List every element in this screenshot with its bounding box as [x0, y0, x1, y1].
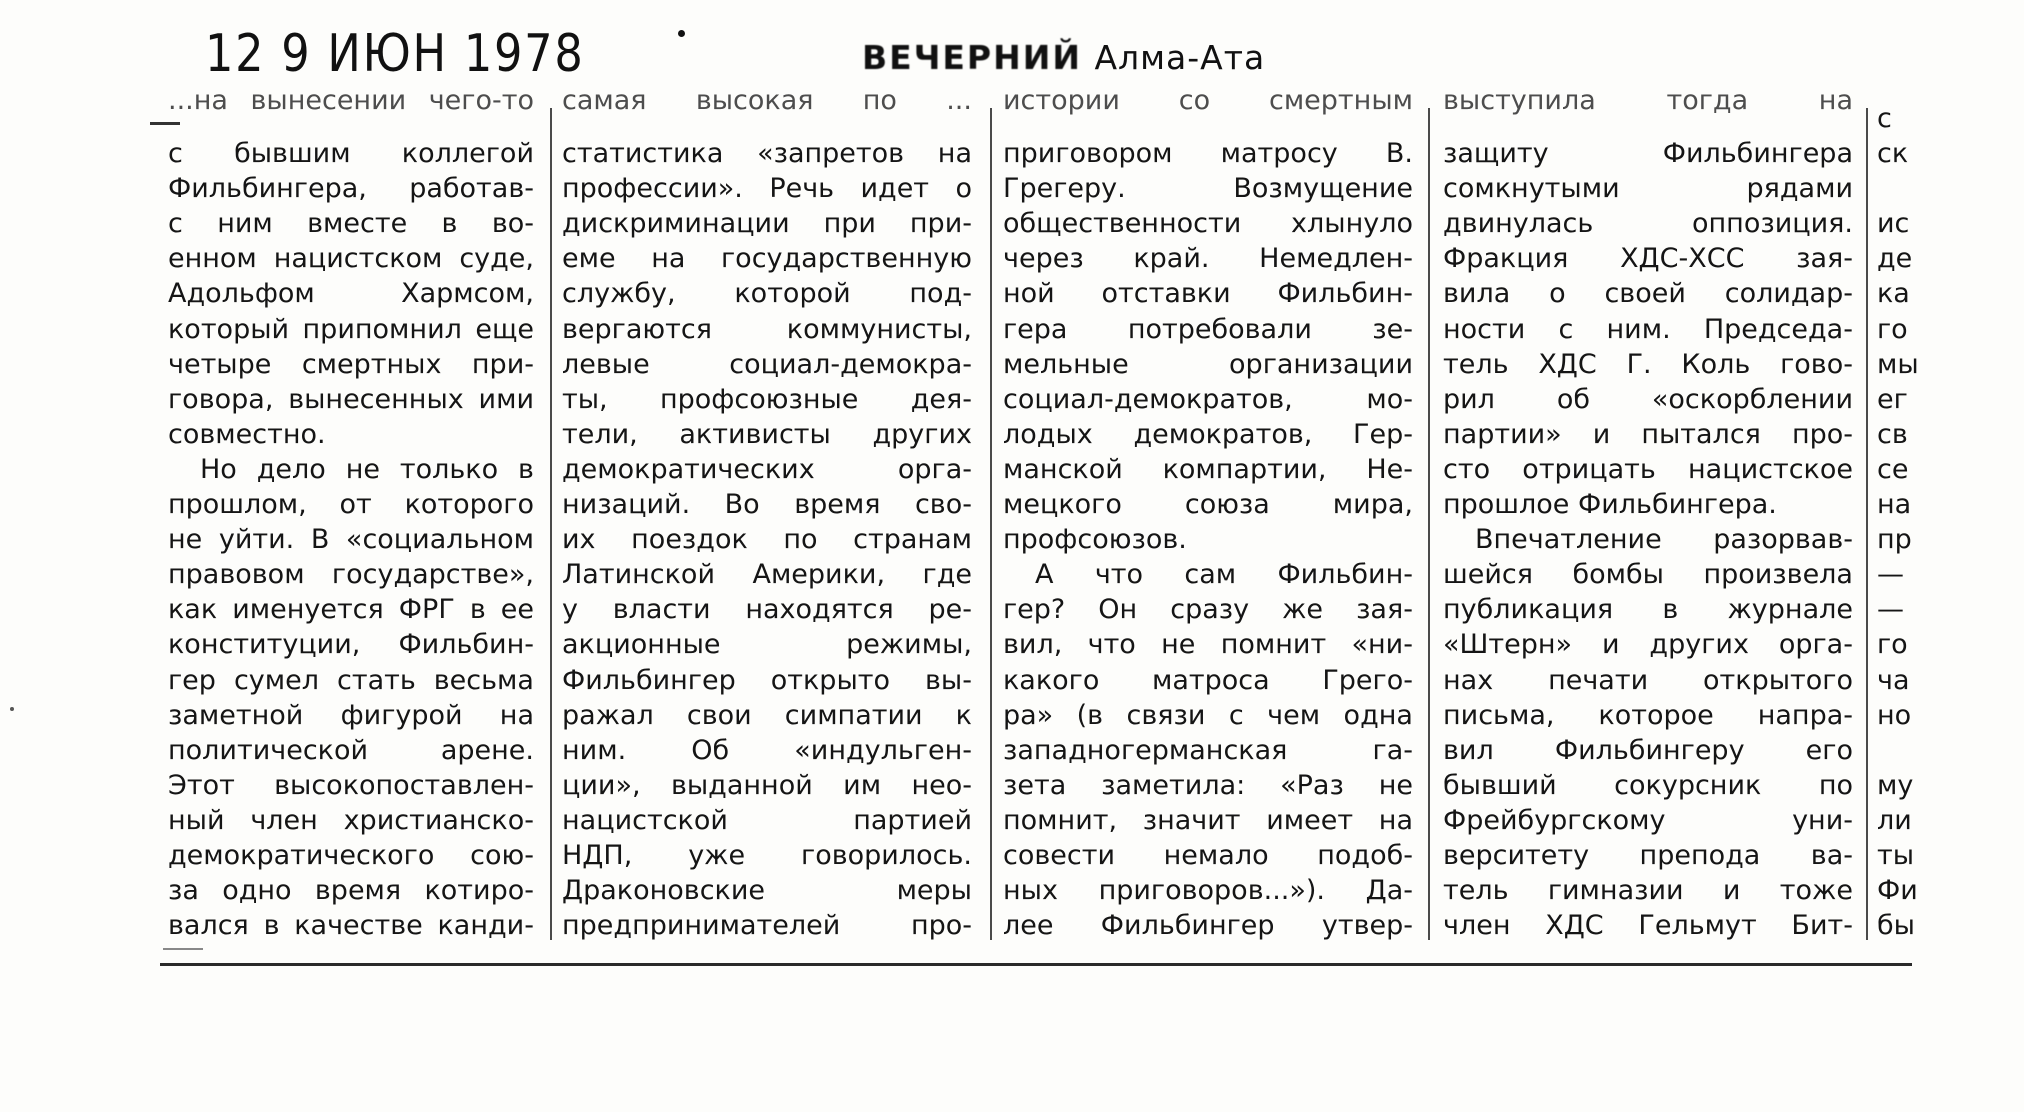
article-line: защиту Фильбингера: [1443, 138, 1853, 170]
article-line: на: [1877, 489, 1912, 521]
article-line: говора, вынесенных ими: [168, 383, 534, 415]
article-line: нацистской партией: [562, 804, 972, 836]
article-line: партии» и пытался про-: [1443, 418, 1853, 450]
article-line: ...на вынесении чего-то: [168, 85, 534, 116]
article-line: го: [1877, 629, 1908, 661]
article-line: член ХДС Гельмут Бит-: [1443, 910, 1853, 942]
article-line: но: [1877, 699, 1912, 731]
article-line: истории со смертным: [1003, 85, 1413, 116]
article-line: с: [1877, 103, 1892, 134]
article-line: гер? Он сразу же зая-: [1003, 594, 1413, 626]
article-line: вался в качестве канди-: [168, 910, 534, 942]
article-line: ты: [1877, 839, 1915, 871]
article-line: рил об «оскорблении: [1443, 383, 1853, 415]
article-line: акционные режимы,: [562, 629, 972, 661]
article-line: лодых демократов, Гер-: [1003, 418, 1413, 450]
article-line: конституции, Фильбин-: [168, 629, 534, 661]
article-line: ег: [1877, 383, 1908, 415]
article-line: ности с ним. Председа-: [1443, 313, 1853, 345]
article-line: Адольфом Хармсом,: [168, 278, 534, 310]
article-line: ты, профсоюзные дея-: [562, 383, 972, 415]
article-line: ча: [1877, 664, 1910, 696]
article-line: ции», выданной им нео-: [562, 769, 972, 801]
article-line: прошлом, от которого: [168, 489, 534, 521]
article-line: лее Фильбингер утвер-: [1003, 910, 1413, 942]
article-line: через край. Немедлен-: [1003, 243, 1413, 275]
article-line: енном нацистском суде,: [168, 243, 534, 275]
article-line: вила о своей солидар-: [1443, 278, 1853, 310]
article-line: «Штерн» и других орга-: [1443, 629, 1853, 661]
article-line: Грегеру. Возмущение: [1003, 173, 1413, 205]
handwritten-date: 12 9 ИЮН 1978: [205, 24, 585, 84]
article-line: Фильбингера, работав-: [168, 173, 534, 205]
article-line: их поездок по странам: [562, 524, 972, 556]
article-line: публикация в журнале: [1443, 594, 1853, 626]
article-line: выступила тогда на: [1443, 85, 1853, 116]
masthead-city: Алма-Ата: [1094, 38, 1266, 77]
article-line: совести немало подоб-: [1003, 839, 1413, 871]
article-line: ск: [1877, 138, 1909, 170]
article-line: бы: [1877, 910, 1915, 942]
article-line: нах печати открытого: [1443, 664, 1853, 696]
ink-speck: [10, 707, 14, 711]
article-column-3: [1003, 85, 1413, 953]
article-line: какого матроса Грего-: [1003, 664, 1413, 696]
article-line: Впечатление разорвав-: [1475, 524, 1853, 556]
article-line: гер сумел стать весьма: [168, 664, 534, 696]
bottom-rule: [160, 963, 1912, 966]
article-line: с бывшим коллегой: [168, 138, 534, 170]
article-line: вил Фильбингеру его: [1443, 734, 1853, 766]
article-line: дискриминации при при-: [562, 208, 972, 240]
article-line: ис: [1877, 208, 1910, 240]
article-line: А что сам Фильбин-: [1035, 559, 1413, 591]
article-line: [1877, 171, 1911, 206]
article-line: де: [1877, 243, 1913, 275]
article-line: се: [1877, 453, 1909, 485]
article-line: вил, что не помнит «ни-: [1003, 629, 1413, 661]
article-line: [1877, 733, 1911, 768]
article-line: с ним вместе в во-: [168, 208, 534, 240]
article-line: мецкого союза мира,: [1003, 489, 1413, 521]
article-line: у власти находятся ре-: [562, 594, 972, 626]
article-line: ли: [1877, 804, 1912, 836]
article-line: ный член христианско-: [168, 804, 534, 836]
article-line: ражал свои симпатии к: [562, 699, 972, 731]
article-line: заметной фигурой на: [168, 699, 534, 731]
article-line: не уйти. В «социальном: [168, 524, 534, 556]
article-line: Фи: [1877, 875, 1918, 907]
article-line: самая высокая по ...: [562, 85, 972, 116]
article-line: социал-демократов, мо-: [1003, 383, 1413, 415]
article-line: Драконовские меры: [562, 875, 972, 907]
article-line: го: [1877, 313, 1908, 345]
article-line: левые социал-демокра-: [562, 348, 972, 380]
article-column-5-edge: [1877, 101, 1919, 953]
article-line: службу, которой под-: [562, 278, 972, 310]
article-line: Латинской Америки, где: [562, 559, 972, 591]
article-line: политической арене.: [168, 734, 534, 766]
column-rule: [1866, 108, 1868, 940]
bottom-rule-fragment: [163, 948, 203, 950]
article-line: двинулась оппозиция.: [1443, 208, 1853, 240]
article-line: гера потребовали зе-: [1003, 313, 1413, 345]
article-line: низаций. Во время сво-: [562, 489, 972, 521]
article-line: вергаются коммунисты,: [562, 313, 972, 345]
article-line: западногерманская га-: [1003, 734, 1413, 766]
article-line: Но дело не только в: [200, 453, 534, 485]
article-line: статистика «запретов на: [562, 138, 972, 170]
article-line: НДП, уже говорилось.: [562, 839, 972, 871]
article-line: Этот высокопоставлен-: [168, 769, 534, 801]
article-line: профессии». Речь идет о: [562, 173, 972, 205]
article-line: Фрейбургскому уни-: [1443, 804, 1853, 836]
article-line: верситету препода ва-: [1443, 839, 1853, 871]
column-rule: [550, 108, 552, 940]
article-line: —: [1877, 594, 1904, 626]
article-line: тель гимназии и тоже: [1443, 875, 1853, 907]
article-column-2: [562, 85, 972, 953]
article-line: четыре смертных при-: [168, 348, 534, 380]
article-line: Фильбингер открыто вы-: [562, 664, 972, 696]
article-line: тель ХДС Г. Коль гово-: [1443, 348, 1853, 380]
article-column-4: [1443, 85, 1853, 953]
article-line: профсоюзов.: [1003, 524, 1187, 556]
article-line: сто отрицать нацистское: [1443, 453, 1853, 485]
article-line: ных приговоров...»). Да-: [1003, 875, 1413, 907]
article-line: бывший сокурсник по: [1443, 769, 1853, 801]
article-line: тели, активисты других: [562, 418, 972, 450]
masthead-paper-name: ВЕЧЕРНИЙ: [862, 38, 1082, 77]
article-line: мы: [1877, 348, 1919, 380]
article-line: —: [1877, 559, 1904, 591]
article-line: правовом государстве»,: [168, 559, 534, 591]
article-line: Фракция ХДС-ХСС зая-: [1443, 243, 1853, 275]
article-line: ним. Об «индульген-: [562, 734, 972, 766]
article-line: который припомнил еще: [168, 313, 534, 345]
article-line: ра» (в связи с чем одна: [1003, 699, 1413, 731]
article-line: предпринимателей про-: [562, 910, 972, 942]
article-line: сомкнутыми рядами: [1443, 173, 1853, 205]
article-line: совместно.: [168, 418, 326, 450]
article-line: манской компартии, Не-: [1003, 453, 1413, 485]
article-line: ной отставки Фильбин-: [1003, 278, 1413, 310]
article-line: за одно время котиро-: [168, 875, 534, 907]
column-rule: [990, 108, 992, 940]
article-line: общественности хлынуло: [1003, 208, 1413, 240]
ink-dot: [678, 30, 685, 37]
article-line: прошлое Фильбингера.: [1443, 489, 1777, 521]
article-line: шейся бомбы произвела: [1443, 559, 1853, 591]
article-line: письма, которое напра-: [1443, 699, 1853, 731]
article-line: как именуется ФРГ в ее: [168, 594, 534, 626]
column-rule: [1428, 108, 1430, 940]
article-line: му: [1877, 769, 1914, 801]
article-line: приговором матросу В.: [1003, 138, 1413, 170]
article-line: мельные организации: [1003, 348, 1413, 380]
article-line: пр: [1877, 524, 1912, 556]
article-line: св: [1877, 418, 1908, 450]
article-line: зета заметила: «Раз не: [1003, 769, 1413, 801]
newspaper-masthead: [862, 38, 1265, 77]
article-line: ка: [1877, 278, 1910, 310]
article-line: демократических орга-: [562, 453, 972, 485]
article-line: помнит, значит имеет на: [1003, 804, 1413, 836]
article-line: демократического сою-: [168, 839, 534, 871]
article-column-1: [168, 85, 534, 953]
article-line: еме на государственную: [562, 243, 972, 275]
